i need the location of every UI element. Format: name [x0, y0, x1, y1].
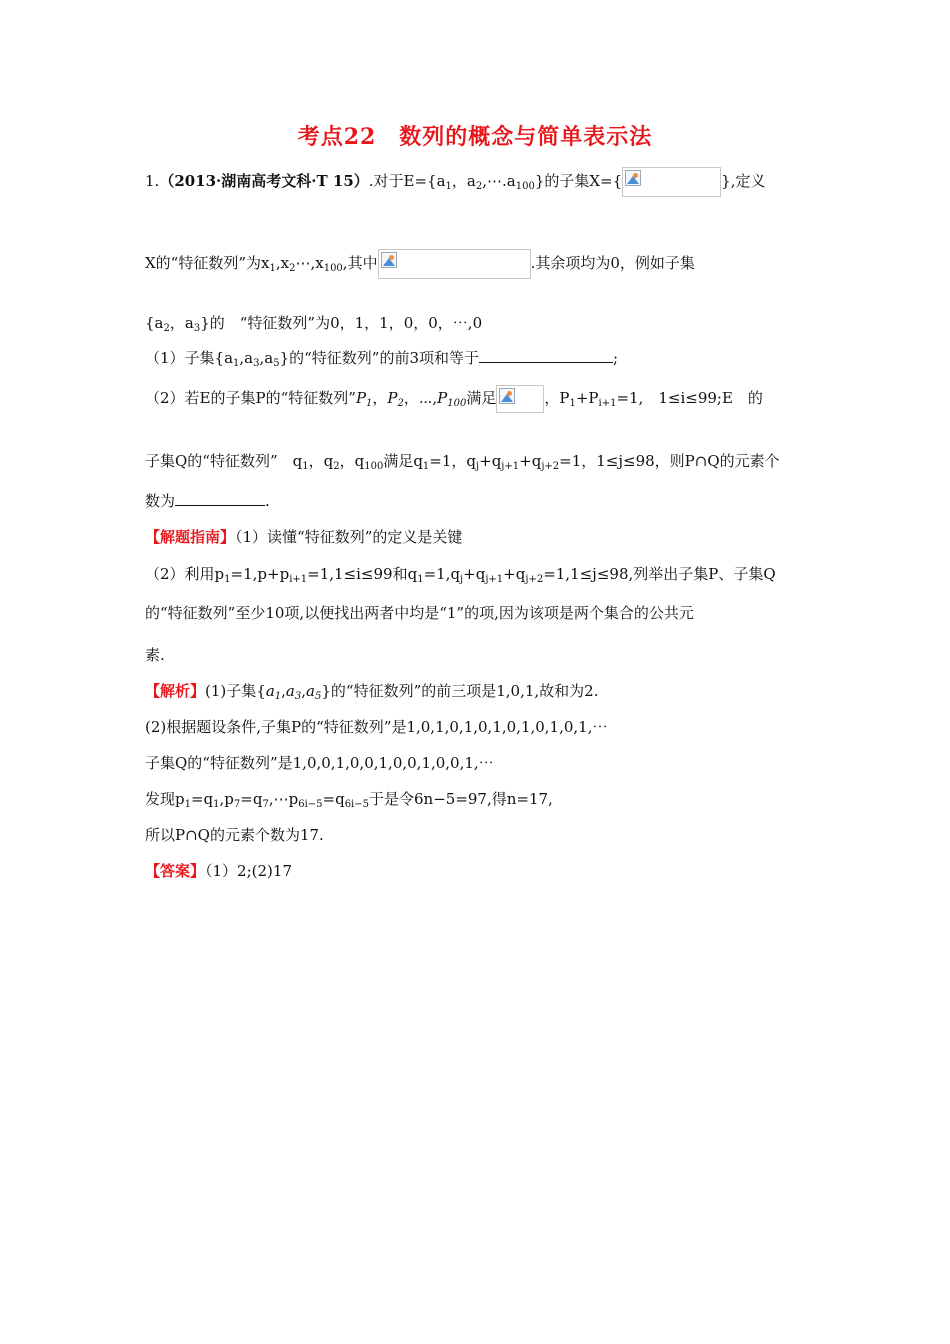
problem-line-1: 1.（2013·湖南高考文科·T 15）.对于$E=\{a_1$，$a_2,\cdots.a_{100}$}的子集X={ },定义 [145, 167, 765, 197]
answer-label: 【答案】 [145, 862, 206, 880]
guide-line-4: 素. [145, 646, 165, 664]
problem-number: 1. [145, 172, 160, 190]
problem-line-2: X的“特征数列”为$x_1,x_2\cdots,x_{100}$,其中 .其余项均为0，例如子集 [145, 249, 695, 279]
problem-line-3: {$a_2$，$a_3$}的 “特征数列”为0，1，1，0，0，⋯,0 [145, 314, 483, 334]
question-2-line-1: （2）若E的子集P的“特征数列$”P_1$，$P_2$，$\cdots,P_{100}$满足 ，$P_1+P_{i+1}=1$, 1≤i≤99;E 的 [145, 385, 763, 413]
problem-source: （2013·湖南高考文科·T 15） [159, 172, 369, 190]
page-title: 考点22 数列的概念与简单表示法 [297, 124, 653, 150]
broken-image-icon [381, 252, 397, 268]
analysis-line-2: (2)根据题设条件,子集P的“特征数列”是1,0,1,0,1,0,1,0,1,0,1,0,1,⋯ [145, 718, 608, 736]
guide-line-1: 【解题指南】（1）读懂“特征数列”的定义是关键 [145, 528, 463, 546]
question-2-line-2: 子集Q的“特征数列” $q_1$，$q_2$，$q_{100}$满足$q_1=1$，$q_j+q_{j+1}+q_{j+2}=1$，1≤j≤98，则P∩Q的元素个 [145, 452, 780, 472]
broken-formula-image [378, 249, 531, 279]
question-2-line-3: 数为 . [145, 492, 270, 510]
broken-image-icon [625, 170, 641, 186]
answer-line [145, 861, 292, 881]
analysis-line-3: 子集Q的“特征数列”是1,0,0,1,0,0,1,0,0,1,0,0,1,⋯ [145, 754, 494, 772]
analysis-line-4: 发现$p_1=q_1,p_7=q_7,\cdots p_{6i-5}=q_{6i-5}$于是令6n−5=97,得n=17, [145, 790, 553, 810]
broken-formula-image [622, 167, 721, 197]
answer-blank-1 [479, 348, 613, 363]
broken-formula-image [496, 385, 544, 413]
guide-line-2: （2）利用$p_1=1,p+p_{i+1}=1,1\le i\le 99$和$q_1=1,q_j+q_{j+1}+q_{j+2}=1,1\le j\le 98$,列举出子集P、子集Q [145, 565, 776, 585]
analysis-label: 【解析】 [145, 682, 206, 700]
guide-line-3: 的“特征数列”至少10项,以便找出两者中均是“1”的项,因为该项是两个集合的公共元 [145, 604, 694, 622]
answer-text: （1）2;(2)17 [205, 862, 292, 880]
analysis-line-1: 【解析】(1)子集$\{a_1,a_3,a_5\}$的“特征数列”的前三项是1,0,1,故和为2. [145, 682, 599, 702]
broken-image-icon [499, 388, 515, 404]
guide-label: 【解题指南】 [145, 528, 236, 546]
answer-blank-2 [175, 491, 265, 506]
analysis-line-5: 所以P∩Q的元素个数为17. [145, 826, 324, 844]
question-1: （1）子集$\{a_1,a_3,a_5\}$的“特征数列”的前3项和等于 ; [145, 349, 619, 369]
